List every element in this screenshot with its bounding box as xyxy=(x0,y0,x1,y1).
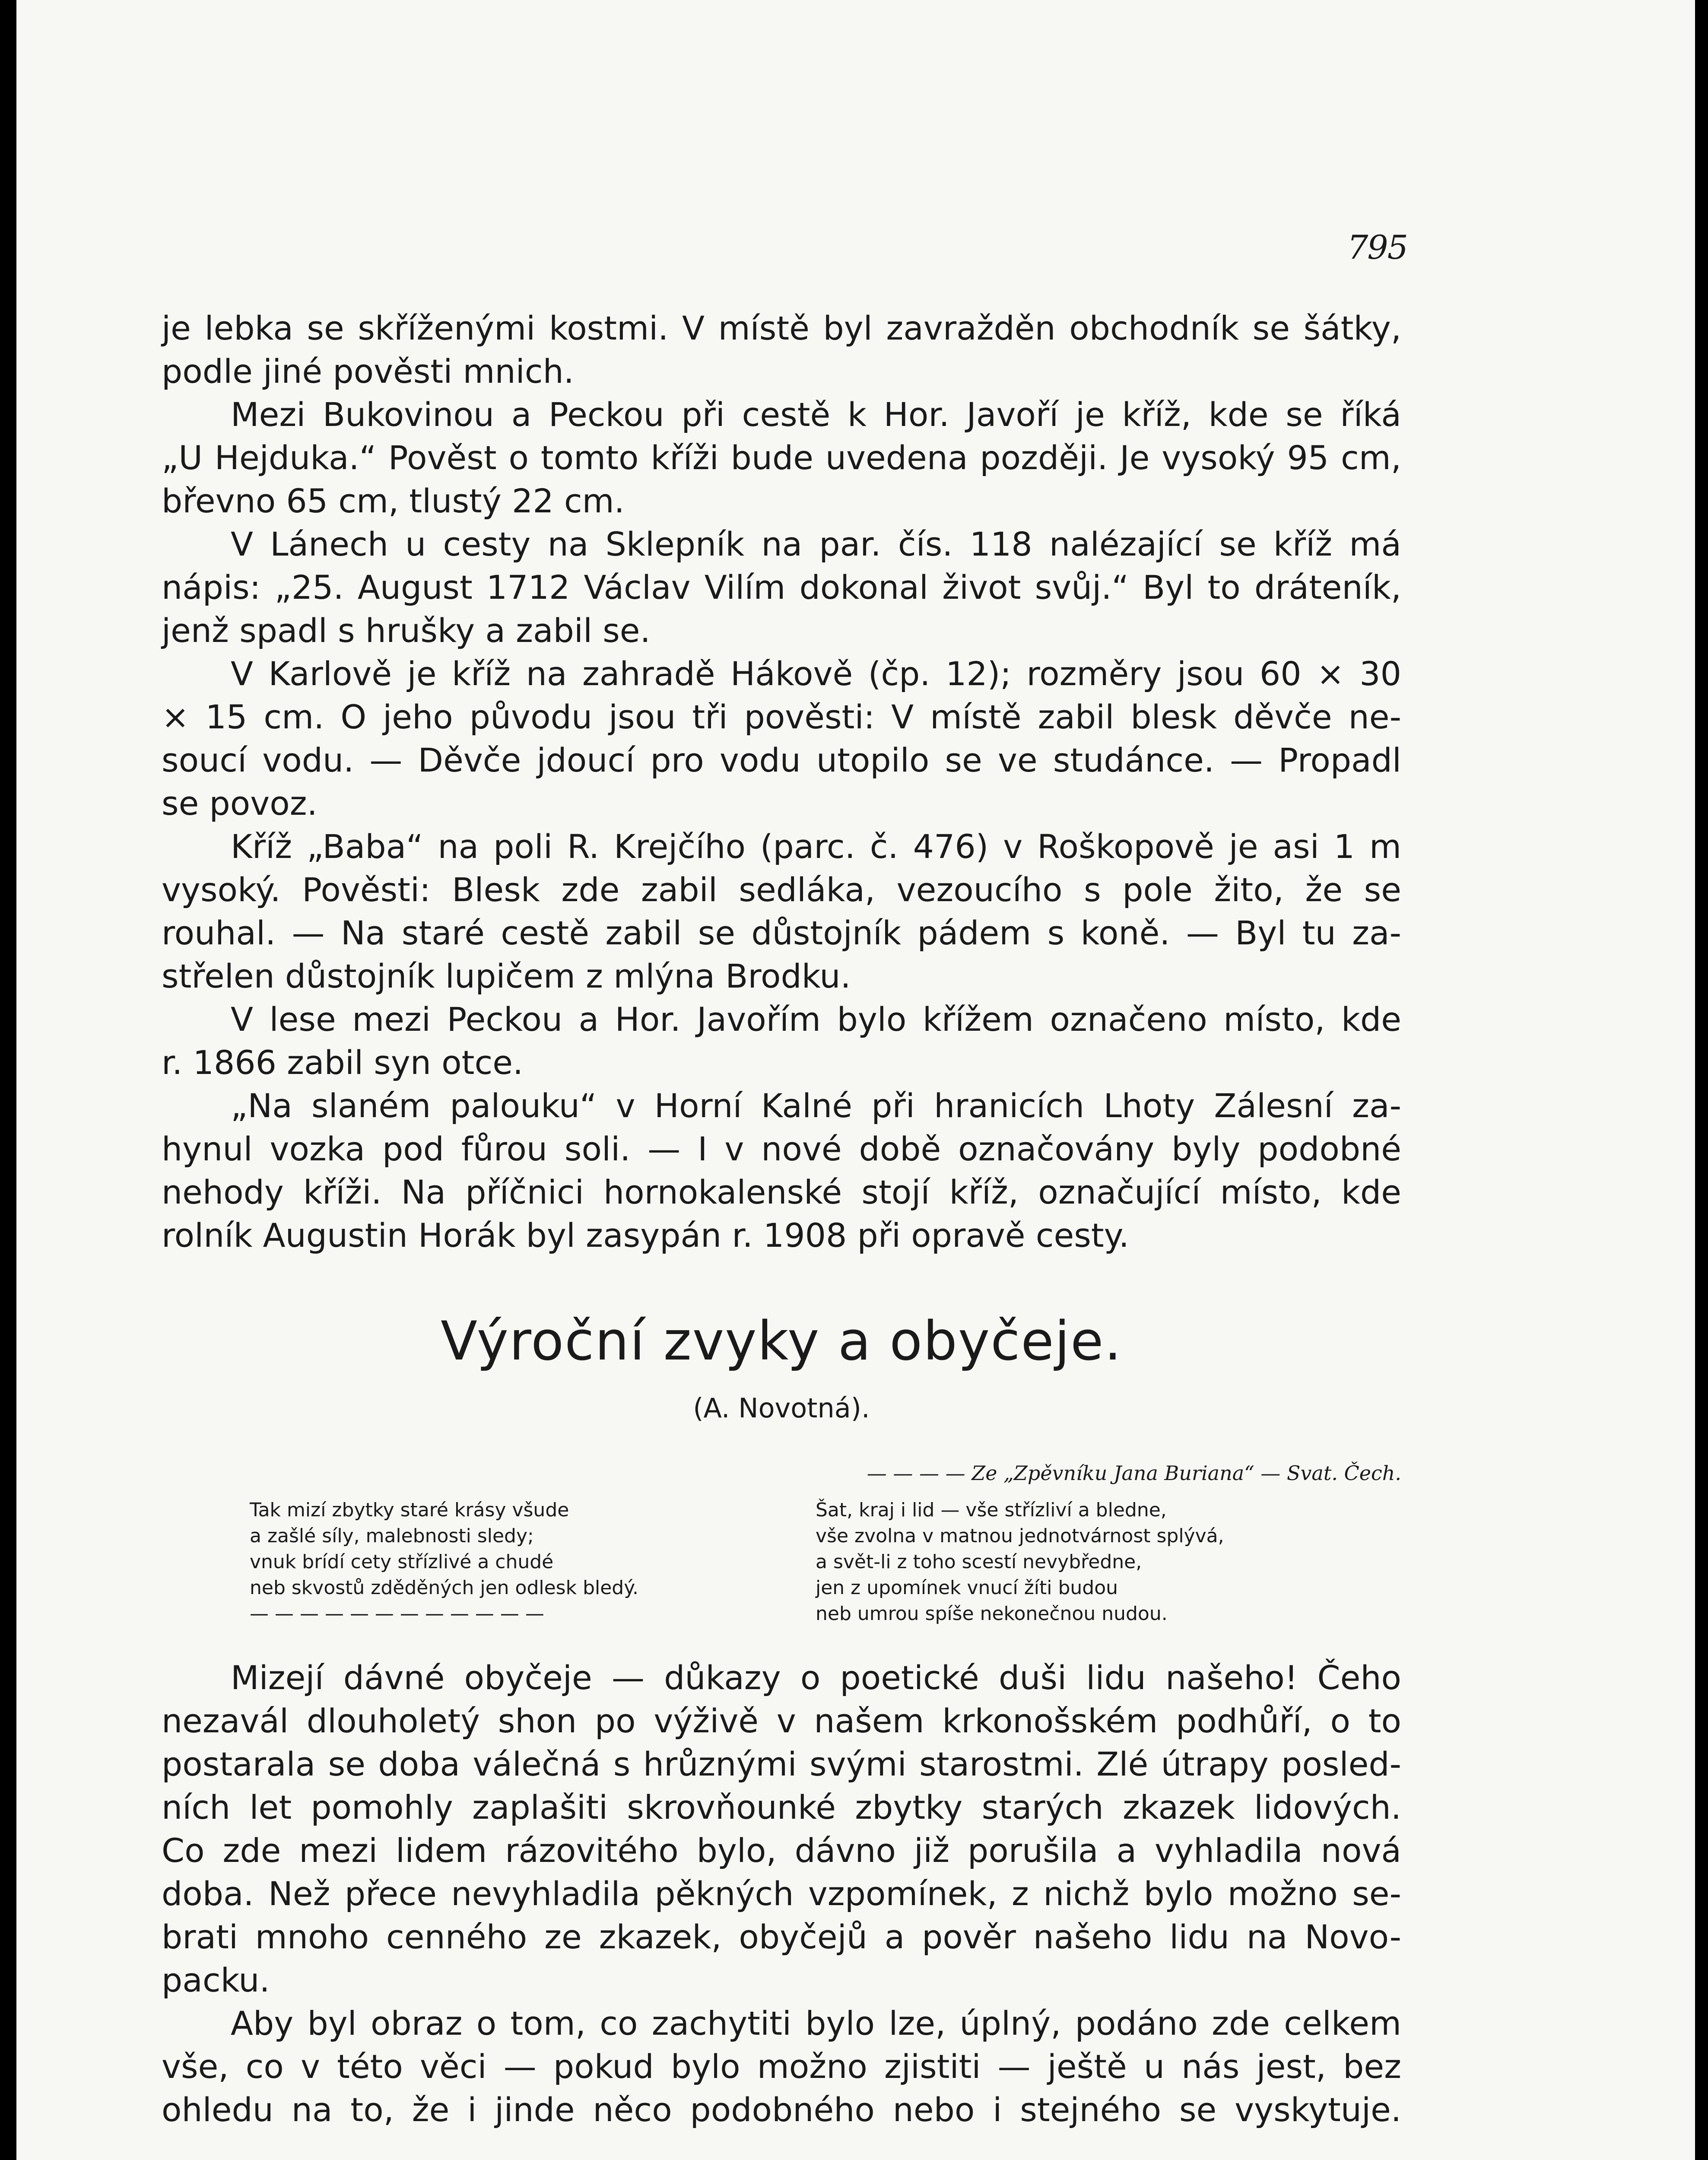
text-line: jenž spadl s hrušky a zabil se. xyxy=(162,611,651,650)
poem-line: a svět-li z toho scestí nevybředne, xyxy=(816,1551,1142,1573)
text-line: × 15 cm. O jeho původu jsou tři pověsti: V místě zabil blesk děvče ne- xyxy=(162,698,1401,736)
text-block-customs xyxy=(162,1656,1401,2131)
text-line: rolník Augustin Horák byl zasypán r. 1908 při opravě cesty. xyxy=(162,1216,1129,1255)
poem-line: Šat, kraj i lid — vše střízliví a bledne, xyxy=(816,1499,1167,1521)
poem-left-stanza xyxy=(250,1497,638,1627)
text-line: „U Hejduka.“ Pověst o tomto kříži bude uvedena později. Je vysoký 95 cm, xyxy=(162,438,1401,477)
page-number: 795 xyxy=(1347,228,1407,267)
page xyxy=(16,0,1695,2160)
text-line: Mizejí dávné obyčeje — důkazy o poetické duši lidu našeho! Čeho xyxy=(231,1658,1401,1697)
text-line: Aby byl obraz o tom, co zachytiti bylo lze, úplný, podáno zde celkem xyxy=(231,2004,1401,2042)
poem-source: — — — — Ze „Zpěvníku Jana Buriana“ — Svat. Čech. xyxy=(867,1461,1401,1485)
text-line: r. 1866 zabil syn otce. xyxy=(162,1043,524,1082)
text-line: nezavál dlouholetý shon po výživě v našem krkonošském podhůří, o to xyxy=(162,1702,1401,1740)
poem-line: Tak mizí zbytky staré krásy všude xyxy=(250,1499,569,1521)
poem-line: a zašlé síly, malebnosti sledy; xyxy=(250,1525,534,1547)
text-line: nehody kříži. Na příčnici hornokalenské stojí kříž, označující místo, kde xyxy=(162,1173,1401,1211)
poem-line: neb umrou spíše nekonečnou nudou. xyxy=(816,1603,1168,1625)
text-block-crosses xyxy=(162,307,1401,1257)
text-line: podle jiné pověsti mnich. xyxy=(162,352,574,391)
poem-line: vše zvolna v matnou jednotvárnost splývá, xyxy=(816,1525,1224,1547)
section-title: Výroční zvyky a obyčeje. xyxy=(441,1310,1122,1372)
poem-right-stanza xyxy=(816,1497,1224,1627)
text-line: V lese mezi Peckou a Hor. Javořím bylo křížem označeno místo, kde xyxy=(231,1000,1401,1039)
text-line: doba. Než přece nevyhladila pěkných vzpomínek, z nichž bylo možno se- xyxy=(162,1874,1401,1913)
text-line: ohledu na to, že i jinde něco podobného nebo i stejného se vyskytuje. xyxy=(162,2090,1401,2129)
text-line: vysoký. Pověsti: Blesk zde zabil sedláka, vezoucího s pole žito, že se xyxy=(162,870,1401,909)
poem-line: jen z upomínek vnucí žíti budou xyxy=(816,1577,1118,1599)
text-line: Kříž „Baba“ na poli R. Krejčího (parc. č. 476) v Roškopově je asi 1 m xyxy=(231,827,1401,866)
text-line: ních let pomohly zaplašiti skrovňounké zbytky starých zkazek lidových. xyxy=(162,1788,1401,1826)
text-line: vše, co v této věci — pokud bylo možno zjistiti — ještě u nás jest, bez xyxy=(162,2047,1401,2086)
poem-line: vnuk brídí cety střízlivé a chudé xyxy=(250,1551,554,1573)
poem-line: neb skvostů zděděných jen odlesk bledý. xyxy=(250,1577,638,1599)
text-line: rouhal. — Na staré cestě zabil se důstojník pádem s koně. — Byl tu za- xyxy=(162,914,1401,952)
text-line: V Lánech u cesty na Sklepník na par. čís. 118 nalézající se kříž má xyxy=(231,525,1401,563)
text-line: packu. xyxy=(162,1961,270,1999)
text-line: brati mnoho cenného ze zkazek, obyčejů a pověr našeho lidu na Novo- xyxy=(162,1918,1401,1956)
text-line: V Karlově je kříž na zahradě Hákově (čp. 12); rozměry jsou 60 × 30 xyxy=(231,654,1401,693)
text-line: soucí vodu. — Děvče jdoucí pro vodu utopilo se ve studánce. — Propadl xyxy=(162,741,1401,779)
text-line: postarala se doba válečná s hrůznými svými starostmi. Zlé útrapy posled- xyxy=(162,1745,1401,1783)
text-line: břevno 65 cm, tlustý 22 cm. xyxy=(162,482,625,520)
text-line: je lebka se skříženými kostmi. V místě byl zavražděn obchodník se šátky, xyxy=(162,309,1401,347)
text-line: nápis: „25. August 1712 Václav Vilím dokonal život svůj.“ Byl to dráteník, xyxy=(162,568,1401,607)
text-line: hynul vozka pod fůrou soli. — I v nové době označovány byly podobné xyxy=(162,1130,1401,1168)
text-line: střelen důstojník lupičem z mlýna Brodku. xyxy=(162,957,851,995)
text-line: Co zde mezi lidem rázovitého bylo, dávno již porušila a vyhladila nová xyxy=(162,1831,1401,1870)
poem-line: — — — — — — — — — — — — xyxy=(250,1603,544,1625)
text-line: Mezi Bukovinou a Peckou při cestě k Hor. Javoří je kříž, kde se říká xyxy=(231,395,1401,434)
section-author: (A. Novotná). xyxy=(693,1392,870,1424)
text-line: „Na slaném palouku“ v Horní Kalné při hranicích Lhoty Zálesní za- xyxy=(231,1086,1401,1125)
text-line: se povoz. xyxy=(162,784,317,823)
